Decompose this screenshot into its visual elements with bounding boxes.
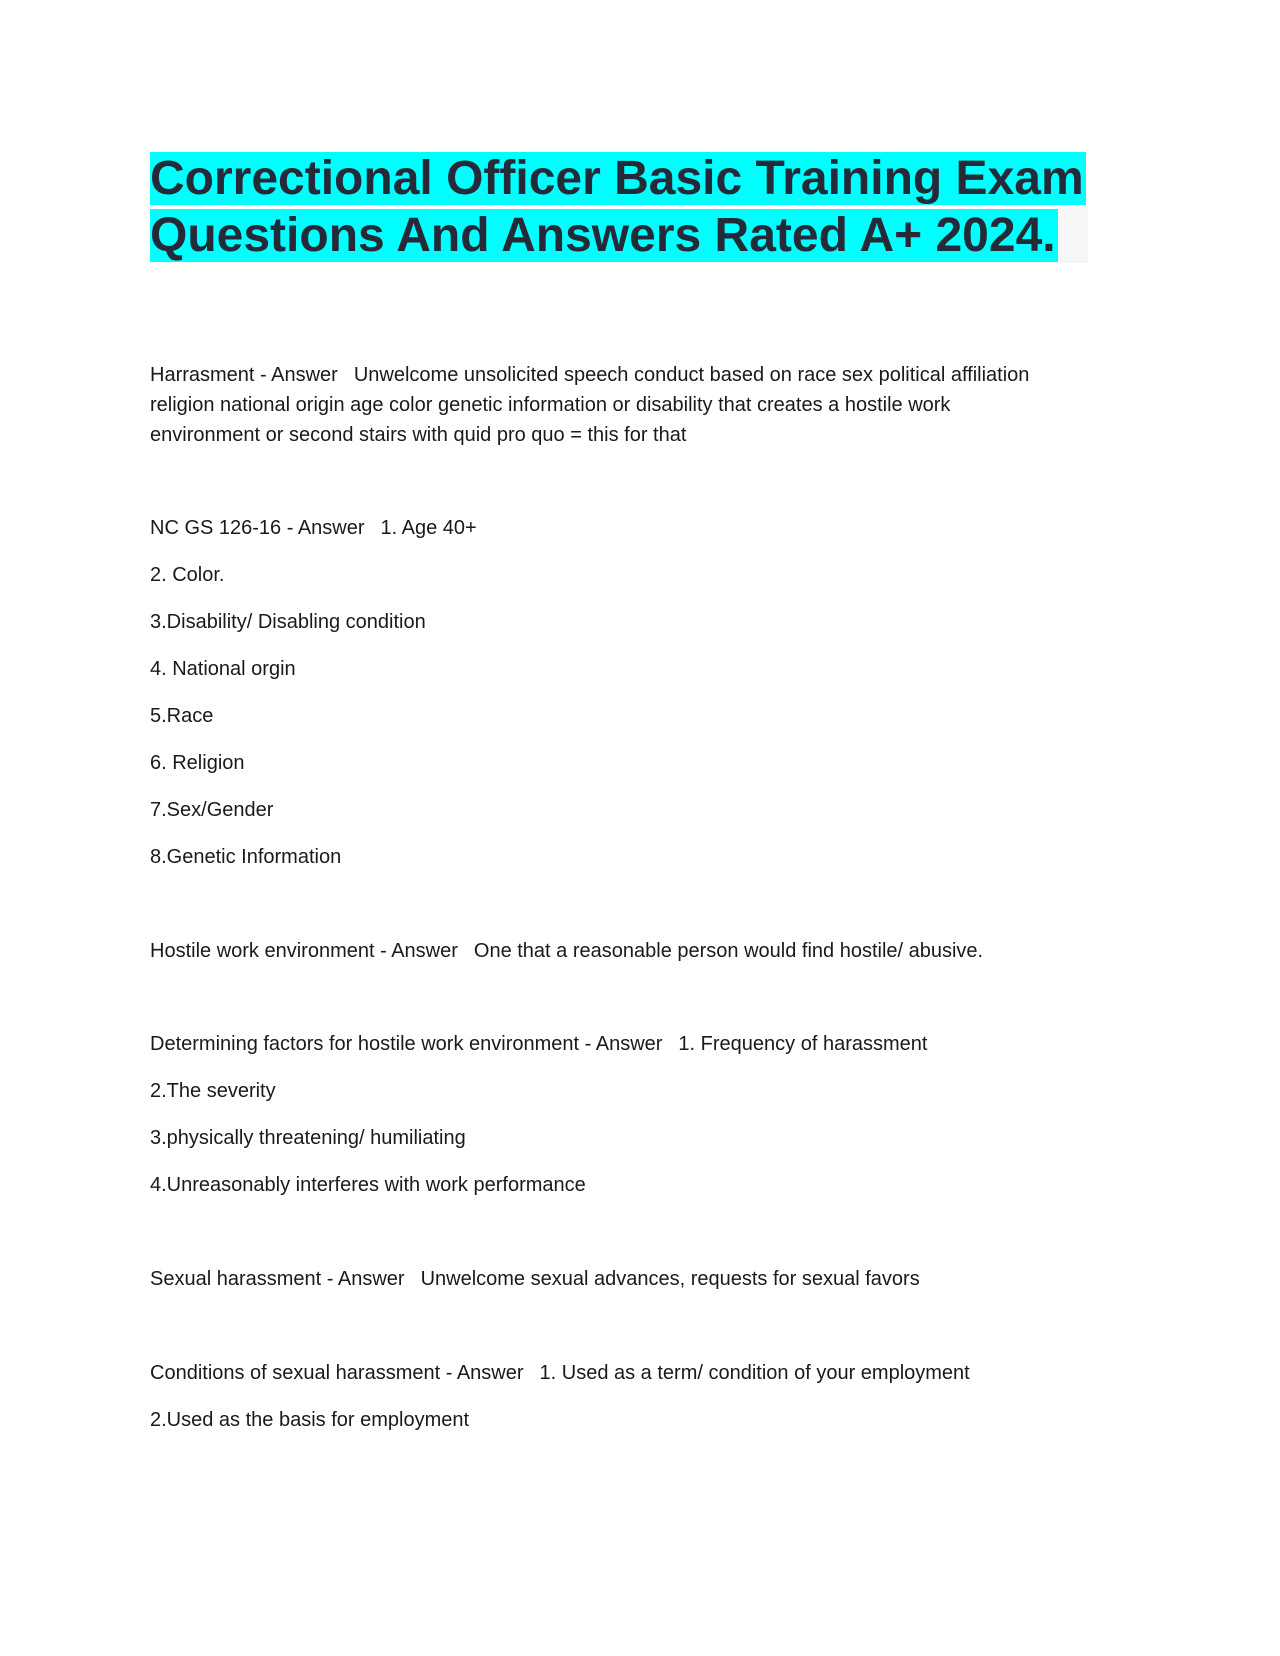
entry-factors-line (150, 1029, 1110, 1059)
title-line-2: Questions And Answers Rated A+ 2024. (150, 209, 1056, 262)
entry-conditions-line (150, 1358, 1110, 1388)
entry-ncgs-line (150, 513, 1110, 543)
entry-term: Harrasment - Answer (150, 364, 338, 386)
entry-answer: 1. Frequency of harassment (678, 1033, 928, 1055)
entry-term: NC GS 126-16 - Answer (150, 517, 365, 539)
list-item: 2. Color. (150, 564, 225, 586)
entry-harrasment-line-1 (150, 360, 1110, 390)
list-item: 4. National orgin (150, 658, 296, 680)
entry-answer: One that a reasonable person would find hostile/ abusive. (473, 940, 984, 962)
list-item: 4.Unreasonably interferes with work performance (150, 1174, 586, 1196)
entry-term: Hostile work environment - Answer (150, 940, 458, 962)
entry-answer: Unwelcome sexual advances, requests for sexual favors (420, 1268, 920, 1290)
entry-term: Sexual harassment - Answer (150, 1268, 405, 1290)
list-item: 6. Religion (150, 752, 245, 774)
entry-answer: 1. Used as a term/ condition of your employment (539, 1362, 970, 1384)
list-item: 3.physically threatening/ humiliating (150, 1127, 466, 1149)
entry-term: Conditions of sexual harassment - Answer (150, 1362, 524, 1384)
list-item: 3.Disability/ Disabling condition (150, 611, 426, 633)
list-item: 7.Sex/Gender (150, 799, 274, 821)
title-line-1: Correctional Officer Basic Training Exam (150, 152, 1084, 205)
title-highlight-tail (1058, 207, 1088, 263)
document-title (150, 150, 1130, 264)
entry-term: Determining factors for hostile work environment - Answer (150, 1033, 663, 1055)
entry-hostile-line (150, 936, 1110, 966)
entry-answer: Unwelcome unsolicited speech conduct based on race sex political affiliation (353, 364, 1030, 386)
list-item: 8.Genetic Information (150, 846, 342, 868)
entry-answer: 1. Age 40+ (380, 517, 477, 539)
entry-harrasment-line-3: environment or second stairs with quid pro quo = this for that (150, 424, 687, 446)
list-item: 2.Used as the basis for employment (150, 1409, 470, 1431)
list-item: 2.The severity (150, 1080, 276, 1102)
list-item: 5.Race (150, 705, 214, 727)
entry-sexual-harassment-line (150, 1264, 1110, 1294)
entry-harrasment-line-2: religion national origin age color genetic information or disability that creates a hostile work (150, 394, 951, 416)
